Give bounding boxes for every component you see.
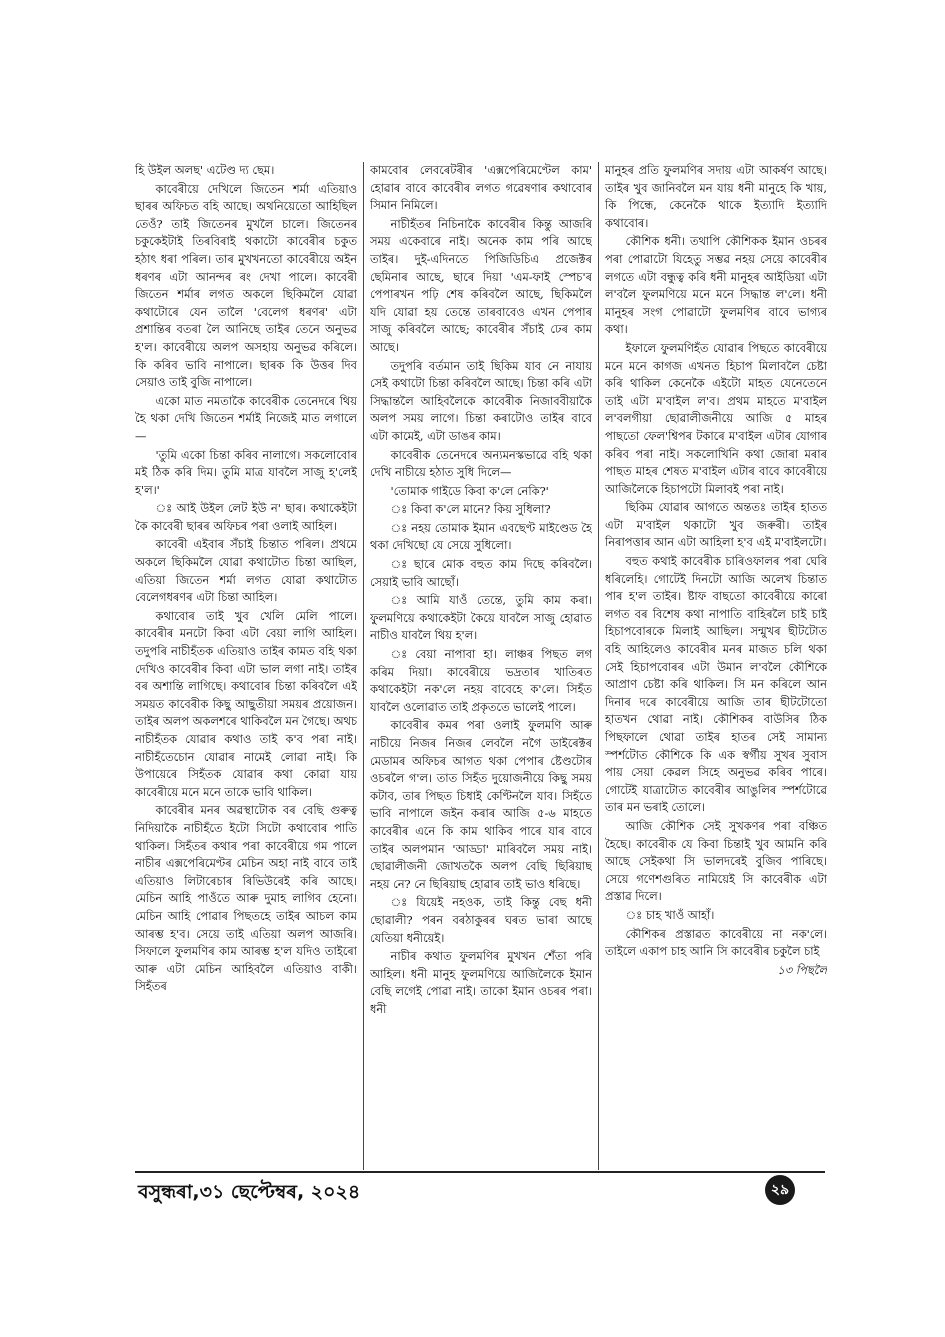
paragraph: তদুপৰি বৰ্তমান তাই ছিকিম যাব নে নাযায় সেই কথাটো চিন্তা কৰিবলৈ আছে। চিন্তা কৰি এটা সিদ্ধান্তলৈ আহিবলৈকে কাবেৰীক নিজাববীয়াকৈ অলপ সময় লাগে। চিন্তা কৰাটোও তাইৰ বাবে এটা কামেই, এটা ডাঙৰ কাম। <box>370 358 592 443</box>
paragraph: কাবেৰীক তেনেদৰে অন্যমনস্কভাৱে বহি থকা দেখি নাচীয়ে হঠাত সুধি দিলে— <box>370 447 592 480</box>
paragraph: ঃ চাহ খাওঁ আহাঁ। <box>625 907 715 922</box>
paragraph: মানুহৰ প্ৰতি ফুলমণিৰ সদায় এটা আকৰ্ষণ আছে। তাইৰ খুব জানিবলৈ মন যায় ধনী মানুহে কি খায়, কি পিন্ধে, কেনেকৈ থাকে ইত্যাদি ইত্যাদি কথাবোৰ। <box>605 163 827 230</box>
paragraph: নাচীহঁতৰ নিচিনাকৈ কাবেৰীৰ কিন্তু আজৰি সময় একেবাৰে নাই। অনেক কাম পৰি আছে তাইৰ। দুই-এদিনতে পিজিডিচিএ প্ৰজেক্টৰ ছেমিনাৰ আছে, ছাৰে দিয়া 'এম-ফাই স্পেচ'ৰ পেপাৰখন পঢ়ি শেষ কৰিবলৈ আছে, ছিকিমলৈ যদি যোৱা হয় তেন্তে তাৰবাবেও এখন পেপাৰ সাজু কৰিবলৈ আছে; কাবেৰীৰ সঁচাই ঢেৰ কাম আছে। <box>370 216 592 354</box>
article-column-1 <box>135 162 357 1168</box>
paragraph: কাবেৰীৰ কমৰ পৰা ওলাই ফুলমণি আৰু নাচীয়ে নিজৰ নিজৰ লেবলৈ নগৈ ডাইৰেক্টৰ মেডামৰ অফিচৰ আগত থকা পেপাৰ ষ্টেণ্ডটোৰ ওচৰলৈ গ'ল। তাত সিহঁত দুয়োজনীয়ে কিছু সময় কটাব, তাৰ পিছত চিধাই কেণ্টিনলৈ যাব। সিহঁতে ভাবি নাপালে জইন কৰাৰ আজি ৫-৬ মাহতে কাবেৰীৰ এনে কি কাম থাকিব পাৰে যাৰ বাবে তাইৰ অলপমান 'আড্ডা' মাৰিবলৈ সময় নাই। ছোৱালীজনী জোখতকৈ অলপ বেছি ছিৰিয়াছ নহয় নে? নে ছিৰিয়াছ হোৱাৰ তাই ভাও ধৰিছে। <box>370 718 592 891</box>
paragraph: কৌশিক ধনী। তথাপি কৌশিকক ইমান ওচৰৰ পৰা পোৱাটো যিহেতু সম্ভৱ নহয় সেয়ে কাবেৰীৰ লগতে এটা বন্ধুত্ব কৰি ধনী মানুহৰ আইডিয়া এটা ল'বলৈ ফুলমণিয়ে মনে মনে সিদ্ধান্ত ল'লে। ধনী মানুহৰ সংগ পোৱাটো ফুলমণিৰ বাবে ভাগ্যৰ কথা। <box>605 234 827 337</box>
paragraph: ঃ আই উইল লেট ইউ ন' ছাৰ। কথাকেইটা কৈ কাবেৰী ছাৰৰ অফিচৰ পৰা ওলাই আহিল। <box>135 501 357 533</box>
paragraph: ঃ যিয়েই নহওক, তাই কিন্তু বেছ ধনী ছোৱালী? পৰন বৰঠাকুৰৰ ঘৰত ভাৰা আছে যেতিয়া ধনীয়েই। <box>370 895 592 945</box>
article-column-3 <box>605 162 827 1168</box>
paragraph: একো মাত নমতাকৈ কাবেৰীক তেনেদৰে থিয় হৈ থকা দেখি জিতেন শৰ্মাই নিজেই মাত লগালে— <box>135 393 357 443</box>
publication-footer: বসুন্ধৰা,৩১ ছেপ্টেম্বৰ, ২০২৪ <box>138 1181 361 1203</box>
paragraph: 'তোমাক গাইডে কিবা ক'লে নেকি?' <box>390 483 549 498</box>
paragraph: ঃ নহয় তোমাক ইমান এবছেণ্ট মাইণ্ডেড হৈ থকা দেখিছো যে সেয়ে সুধিলো। <box>370 520 592 553</box>
paragraph: কাবেৰীৰ মনৰ অৱস্থাটোক বৰ বেছি গুৰুত্ব নিদিয়াকৈ নাচীহঁতে ইটো সিটো কথাবোৰ পাতি থাকিল। সিহঁতৰ কথাৰ পৰা কাবেৰীয়ে গম পালে নাচীৰ এক্সপেৰিমেণ্টৰ মেচিন অহা নাই বাবে তাই এতিয়াও লিটাৰেচাৰ ৰিভিউৰেই কৰি আছে। মেচিন আহি পাওঁতে আৰু দুমাহ লাগিব হেনো। মেচিন আহি পোৱাৰ পিছতহে তাইৰ আচল কাম আৰম্ভ হ'ব। সেয়ে তাই এতিয়া অলপ আজৰি। সিফালে ফুলমণিৰ কাম আৰম্ভ হ'ল যদিও তাইৰো আৰু এটা মেচিন আহিবলৈ এতিয়াও বাকী। সিহঁতৰ <box>135 803 357 994</box>
paragraph: ঃ ছাৰে মোক বহুত কাম দিছে কৰিবলৈ। সেয়াই ভাবি আছোঁ। <box>370 557 592 589</box>
paragraph: হি উইল অলছ' এটেণ্ড দ্য ছেম। <box>135 163 275 177</box>
paragraph: আজি কৌশিক সেই সুখকণৰ পৰা বঞ্চিত হৈছে। কাবেৰীক যে কিবা চিন্তাই খুব আমনি কৰি আছে সেইকথা সি ভালদৰেই বুজিব পাৰিছে। সেয়ে গণেশগুৰিত নামিয়েই সি কাবেৰীক এটা প্ৰস্তাৱ দিলে। <box>605 818 827 904</box>
paragraph: কথাবোৰ তাই খুব খেলি মেলি পালে। কাবেৰীৰ মনটো কিবা এটা বেয়া লাগি আহিল। তদুপৰি নাচীহঁতক এতিয়াও তাইৰ কামত বহি থকা দেখিও কাবেৰীৰ কিবা এটা ভাল লগা নাই। তাইৰ বৰ অশান্তি লাগিছে। কথাবোৰ চিন্তা কৰিবলৈ এই সময়ত কাবেৰীক কিছু আছুতীয়া সময়ৰ প্ৰয়োজন। তাইৰ অলপ অকলশৰে থাকিবলৈ মন গৈছে। অথচ নাচীহঁতক যোৱাৰ কথাও তাই ক'ব পৰা নাই। নাচীহঁতেচোন যোৱাৰ নামেই লোৱা নাই। কি উপায়েৰে সিহঁতক যোৱাৰ কথা কোৱা যায় কাবেৰীয়ে মনে মনে তাকে ভাবি থাকিল। <box>135 608 357 799</box>
footer-rule <box>135 1171 825 1173</box>
paragraph: কাবেৰী এইবাৰ সঁচাই চিন্তাত পৰিল। প্ৰথমে অকলে ছিকিমলৈ যোৱা কথাটোত চিন্তা আছিল, এতিয়া জিতেন শৰ্মা লগত যোৱা কথাটোত বেলেগধৰণৰ এটা চিন্তা আহিল। <box>135 537 357 605</box>
paragraph: ইফালে ফুলমণিহঁত যোৱাৰ পিছতে কাবেৰীয়ে মনে মনে কাগজ এখনত হিচাপ মিলাবলৈ চেষ্টা কৰি থাকিল কেনেকৈ এইটো মাহত যেনেতেনে তাই এটা ম'বাইল ল'ব। প্ৰথম মাহতে ম'বাইল ল'বলগীয়া ছোৱালীজনীয়ে আজি ৫ মাহৰ পাছতো ফেল'শ্বিপৰ টকাৰে ম'বাইল এটাৰ যোগাৰ কৰিব পৰা নাই। সকলোখিনি কথা জোৰা মৰাৰ পাছত মাহৰ শেষত ম'বাইল এটাৰ বাবে কাবেৰীয়ে আজিলৈকে হিচাপটো মিলাবই পৰা নাই। <box>605 340 827 496</box>
paragraph: কামবোৰ লেবৰেটৰীৰ 'এক্সপেৰিমেণ্টেল কাম' হোৱাৰ বাবে কাবেৰীৰ লগত গৱেষণাৰ কথাবোৰ সিমান নিমিলে। <box>370 163 592 213</box>
column-divider <box>598 162 599 1170</box>
paragraph: কৌশিকৰ প্ৰস্তাৱত কাবেৰীয়ে না নক'লে। তাইলে একাপ চাহ আনি সি কাবেৰীৰ চকুলৈ চাই <box>605 926 827 959</box>
paragraph: ছিকিম যোৱাৰ আগতে অন্ততঃ তাইৰ হাতত এটা ম'বাইল থকাটো খুব জৰুৰী। তাইৰ নিৰাপত্তাৰ আন এটা আহিলা হ'ব এই ম'বাইলটো। <box>605 500 827 550</box>
paragraph: নাচীৰ কথাত ফুলমণিৰ মুখখন শেঁতা পৰি আহিল। ধনী মানুহ ফুলমণিয়ে আজিলৈকে ইমান বেছি লগেই পোৱা নাই। তাকো ইমান ওচৰৰ পৰা। ধনী <box>370 949 592 1016</box>
paragraph: ঃ বেয়া নাপাবা হা। লাঞ্চৰ পিছত লগ কৰিম দিয়া। কাবেৰীয়ে ভদ্ৰতাৰ খাতিৰত কথাকেইটা নক'লে নহয় বাবেহে ক'লে। সিহঁত যাবলৈ ওলোৱাত তাই প্ৰকৃততে ভালেই পালে। <box>370 647 592 714</box>
article-column-2 <box>370 162 592 1168</box>
page-number-badge: ২৯ <box>765 1175 795 1205</box>
paragraph: বহুত কথাই কাবেৰীক চাৰিওফালৰ পৰা ঘেৰি ধৰিলেহি। গোটেই দিনটো আজি অলেখ চিন্তাত পাৰ হ'ল তাইৰ। ষ্টাফ বাছতো কাবেৰীয়ে কাৰো লগত বৰ বিশেষ কথা নাপাতি বাহিৰলৈ চাই চাই হিচাপবোৰকে মিলাই আছিল। সন্মুখৰ ছীটটোত বহি আহিলেও কাবেৰীৰ মনৰ মাজত চলি থকা সেই হিচাপবোৰৰ এটা উমান ল'বলৈ কৌশিকে আপ্ৰাণ চেষ্টা কৰি থাকিল। সি মন কৰিলে আন দিনাৰ দৰে কাবেৰীয়ে আজি তাৰ ছীটটোতো হাতখন থোৱা নাই। কৌশিকৰ বাউসিৰ ঠিক পিছফালে থোৱা তাইৰ হাতৰ সেই সামান্য স্পৰ্শটোত কৌশিকে কি এক স্বৰ্গীয় সুখৰ সুবাস পায় সেয়া কেৱল সিহে অনুভৱ কৰিব পাৰে। গোটেই যাত্ৰাটোত কাবেৰীৰ আঙুলিৰ স্পৰ্শটোৱে তাৰ মন ভৰাই তোলে। <box>605 554 827 815</box>
continued-on-page: ১৩ পিছলৈ <box>777 962 827 977</box>
column-divider <box>363 162 364 1170</box>
paragraph: কাবেৰীয়ে দেখিলে জিতেন শৰ্মা এতিয়াও ছাৰৰ অফিচত বহি আছে। অথনিয়েতো আহিছিল তেওঁ? তাই জিতেনৰ মুখলৈ চালে। জিতেনৰ চকুকেইটাই তিৰবিৰাই থকাটো কাবেৰীৰ চকুত হঠাৎ ধৰা পৰিল। তাৰ মুখখনতো কাবেৰীয়ে অইন ধৰণৰ এটা আনন্দৰ ৰং দেখা পালে। কাবেৰী জিতেন শৰ্মাৰ লগত অকলে ছিকিমলৈ যোৱা কথাটোৰে যেন তালৈ 'বেলেগ ধৰণৰ' এটা প্ৰশান্তিৰ বতৰা লৈ আনিছে তাইৰ তেনে অনুভৱ হ'ল। কাবেৰীয়ে অলপ অসহায় অনুভৱ কৰিলে। কি কৰিব ভাবি নাপালে। ছাৰক কি উত্তৰ দিব সেয়াও তাই বুজি নাপালে। <box>135 181 357 390</box>
paragraph: ঃ কিবা ক'লে মানে? কিয় সুধিলা? <box>390 502 551 517</box>
paragraph: ঃ আমি যাওঁ তেন্তে, তুমি কাম কৰা। ফুলমণিয়ে কথাকেইটা কৈয়ে যাবলৈ সাজু হোৱাত নাচীও যাবলৈ থিয় হ'ল। <box>370 593 592 643</box>
paragraph: 'তুমি একো চিন্তা কৰিব নালাগে। সকলোবোৰ মই ঠিক কৰি দিম। তুমি মাত্ৰ যাবলৈ সাজু হ'লেই হ'ল।' <box>135 447 357 497</box>
